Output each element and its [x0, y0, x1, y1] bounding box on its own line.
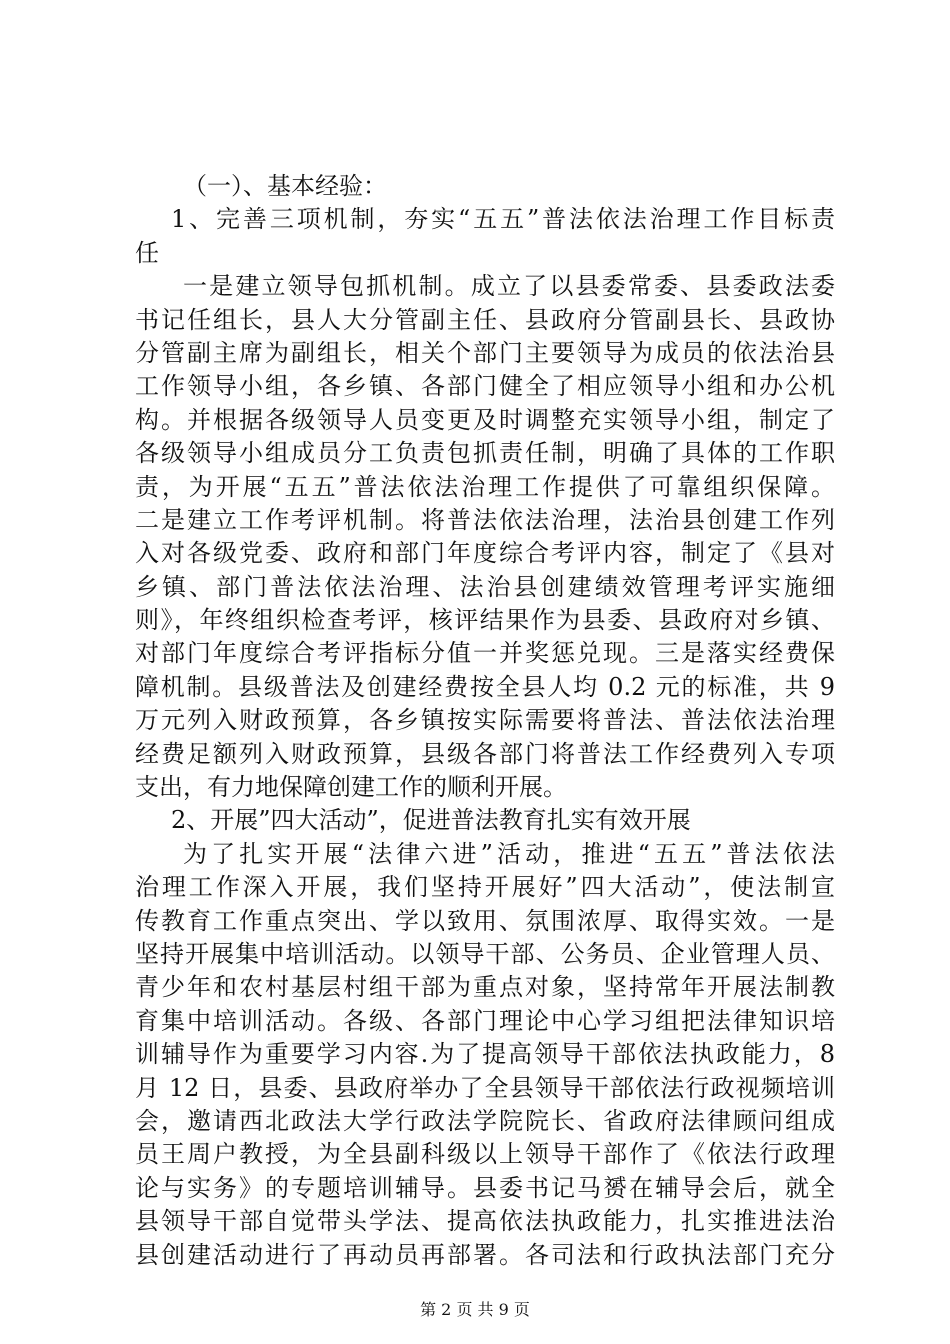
- paragraph-line: 月 12 日，县委、县政府举办了全县领导干部依法行政视频培训: [135, 1073, 835, 1102]
- paragraph-line: 传教育工作重点突出、学以致用、氛围浓厚、取得实效。一是: [135, 906, 835, 935]
- paragraph-line: 书记任组长，县人大分管副主任、县政府分管副县长、县政协: [135, 305, 835, 334]
- paragraph-line: 乡镇、部门普法依法治理、法治县创建绩效管理考评实施细: [135, 572, 835, 601]
- paragraph-line: 支出，有力地保障创建工作的顺利开展。: [135, 773, 567, 802]
- paragraph-line: 则》，年终组织检查考评，核评结果作为县委、县政府对乡镇、: [135, 606, 835, 635]
- paragraph-line: 经费足额列入财政预算，县级各部门将普法工作经费列入专项: [135, 739, 835, 768]
- paragraph-line: 育集中培训活动。各级、各部门理论中心学习组把法律知识培: [135, 1006, 835, 1035]
- paragraph-line: 入对各级党委、政府和部门年度综合考评内容，制定了《县对: [135, 539, 835, 568]
- section-heading: （一）、基本经验：: [183, 172, 387, 200]
- paragraph-line: 论与实务》的专题培训辅导。县委书记马赟在辅导会后，就全: [135, 1173, 835, 1202]
- paragraph-line: 一是建立领导包抓机制。成立了以县委常委、县委政法委: [183, 272, 835, 301]
- paragraph-line: 障机制。县级普法及创建经费按全县人均 0.2 元的标准，共 9: [135, 672, 835, 701]
- paragraph-line: 分管副主席为副组长，相关个部门主要领导为成员的依法治县: [135, 338, 835, 367]
- paragraph-line: 对部门年度综合考评指标分值一并奖惩兑现。三是落实经费保: [135, 639, 835, 668]
- subheading-line: 1、完善三项机制，夯实“五五”普法依法治理工作目标责: [171, 205, 835, 234]
- body-text: [135, 170, 835, 1272]
- page-footer: 第 2 页 共 9 页: [420, 1300, 530, 1319]
- paragraph-line: 青少年和农村基层村组干部为重点对象，坚持常年开展法制教: [135, 973, 835, 1002]
- paragraph-line: 训辅导作为重要学习内容.为了提高领导干部依法执政能力，8: [135, 1040, 835, 1069]
- paragraph-line: 县创建活动进行了再动员再部署。各司法和行政执法部门充分: [135, 1240, 835, 1269]
- paragraph-line: 县领导干部自觉带头学法、提高依法执政能力，扎实推进法治: [135, 1207, 835, 1236]
- subheading-line: 任: [135, 238, 159, 267]
- paragraph-line: 构。并根据各级领导人员变更及时调整充实领导小组，制定了: [135, 405, 835, 434]
- paragraph-line: 坚持开展集中培训活动。以领导干部、公务员、企业管理人员、: [135, 939, 835, 968]
- paragraph-line: 治理工作深入开展，我们坚持开展好”四大活动”，使法制宣: [135, 873, 835, 902]
- paragraph-line: 会，邀请西北政法大学行政法学院院长、省政府法律顾问组成: [135, 1106, 835, 1135]
- paragraph-line: 各级领导小组成员分工负责包抓责任制，明确了具体的工作职: [135, 439, 835, 468]
- paragraph-line: 员王周户教授，为全县副科级以上领导干部作了《依法行政理: [135, 1140, 835, 1169]
- paragraph-line: 工作领导小组，各乡镇、各部门健全了相应领导小组和办公机: [135, 372, 835, 401]
- paragraph-line: 万元列入财政预算，各乡镇按实际需要将普法、普法依法治理: [135, 706, 835, 735]
- paragraph-line: 为了扎实开展“法律六进”活动，推进“五五”普法依法: [183, 839, 835, 868]
- subheading-line: 2、开展”四大活动”，促进普法教育扎实有效开展: [171, 806, 691, 835]
- paragraph-line: 二是建立工作考评机制。将普法依法治理，法治县创建工作列: [135, 505, 835, 534]
- paragraph-line: 责，为开展“五五”普法依法治理工作提供了可靠组织保障。: [135, 472, 835, 501]
